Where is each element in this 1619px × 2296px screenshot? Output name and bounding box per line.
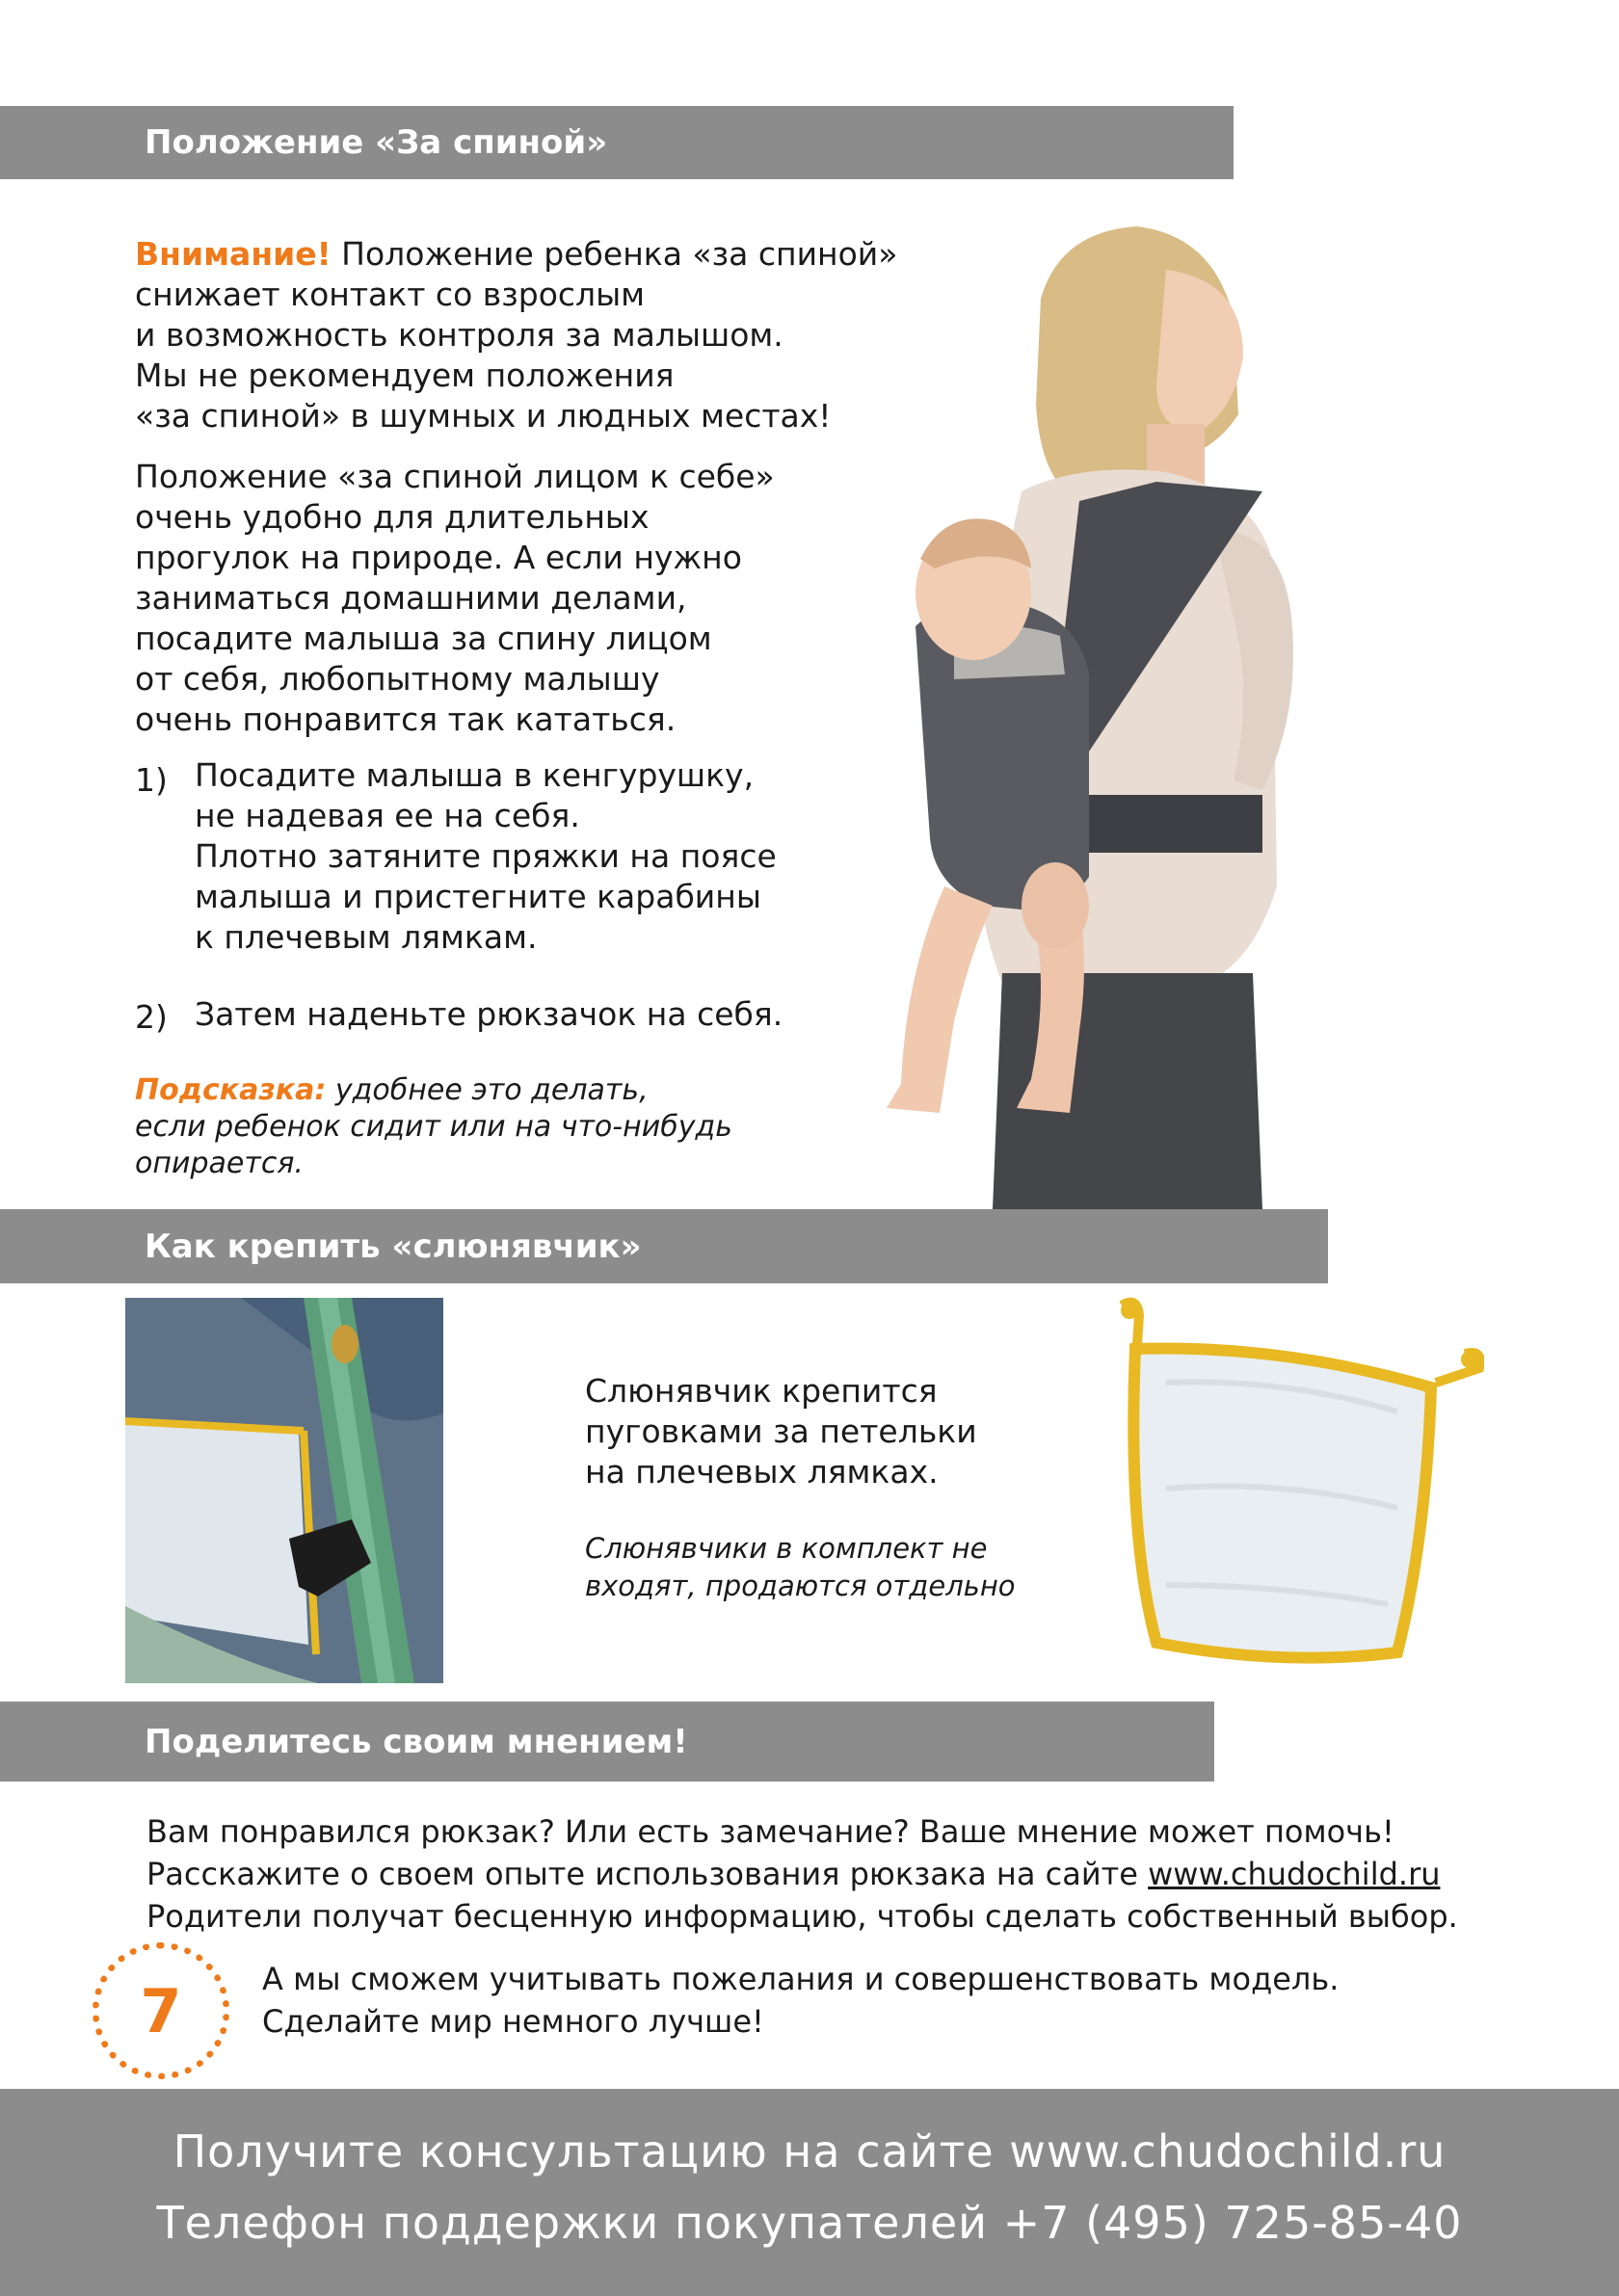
intro-line: очень удобно для длительных — [135, 498, 650, 536]
bib-line: на плечевых лямках. — [585, 1453, 939, 1491]
tip-paragraph — [135, 1072, 732, 1182]
bib-note — [585, 1530, 1016, 1605]
warning-line: «за спиной» в шумных и людных местах! — [135, 397, 832, 435]
footer-banner — [0, 2089, 1619, 2296]
bib-note-line: Слюнявчики в комплект не — [585, 1532, 988, 1565]
warning-label: Внимание! — [135, 235, 332, 273]
warning-line: снижает контакт со взрослым — [135, 276, 646, 313]
feedback-paragraph-2 — [262, 1958, 1339, 2043]
intro-line: от себя, любопытному малышу — [135, 660, 660, 698]
step-number: 2) — [135, 998, 168, 1036]
feedback-line: Вам понравился рюкзак? Или есть замечание? Ваше мнение может помочь! — [146, 1813, 1394, 1850]
section-heading-text: Положение «За спиной» — [145, 123, 608, 162]
step-number: 1) — [135, 761, 168, 799]
intro-line: прогулок на природе. А если нужно — [135, 539, 742, 576]
intro-line: посадите малыша за спину лицом — [135, 620, 712, 657]
page-number — [93, 1942, 229, 2079]
bib-text — [585, 1371, 977, 1492]
step-line: Затем наденьте рюкзачок на себя. — [195, 995, 783, 1033]
feedback-paragraph — [146, 1810, 1458, 1938]
page-number-text: 7 — [140, 1975, 182, 2046]
photo-bib — [1108, 1296, 1484, 1681]
section-heading-back-position — [0, 106, 1234, 179]
section-heading-text: Как крепить «слюнявчик» — [145, 1227, 642, 1266]
section-heading-text: Поделитесь своим мнением! — [145, 1722, 688, 1761]
intro-line: очень понравится так кататься. — [135, 700, 677, 738]
feedback-line: Расскажите о своем опыте использования рюкзака на сайте — [146, 1856, 1149, 1892]
footer-consultation: Получите консультацию на сайте www.chudochild.ru — [173, 2125, 1446, 2177]
step-line: Плотно затяните пряжки на поясе — [195, 837, 777, 875]
section-heading-feedback — [0, 1702, 1214, 1781]
feedback-line: Родители получат бесценную информацию, чтобы сделать собственный выбор. — [146, 1898, 1458, 1935]
feedback-line: А мы сможем учитывать пожелания и совершенствовать модель. — [262, 1961, 1340, 1997]
intro-line: Положение «за спиной лицом к себе» — [135, 458, 775, 495]
step-line: к плечевым лямкам. — [195, 918, 538, 956]
tip-line: опирается. — [135, 1147, 304, 1180]
step-line: малыша и пристегните карабины — [195, 878, 761, 915]
bib-line: пуговками за петельки — [585, 1412, 977, 1450]
warning-line: и возможность контроля за малышом. — [135, 316, 783, 354]
intro-line: заниматься домашними делами, — [135, 579, 687, 617]
section-heading-bib — [0, 1209, 1328, 1283]
step-text — [195, 755, 777, 958]
bib-note-line: входят, продаются отдельно — [585, 1570, 1016, 1602]
photo-back-carry — [848, 212, 1330, 1209]
photo-bib-clip-closeup — [125, 1298, 443, 1683]
footer-phone: Телефон поддержки покупателей +7 (495) 725-85-40 — [156, 2197, 1463, 2249]
step-text — [195, 994, 783, 1035]
step-line: не надевая ее на себя. — [195, 797, 580, 834]
website-link[interactable]: www.chudochild.ru — [1148, 1856, 1441, 1892]
warning-line: Положение ребенка «за спиной» — [331, 235, 898, 273]
feedback-line: Сделайте мир немного лучше! — [262, 2003, 764, 2040]
tip-label: Подсказка: — [135, 1073, 327, 1107]
step-line: Посадите малыша в кенгурушку, — [195, 756, 755, 794]
warning-paragraph — [135, 234, 897, 436]
bib-line: Слюнявчик крепится — [585, 1372, 938, 1410]
tip-line: если ребенок сидит или на что-нибудь — [135, 1110, 732, 1144]
tip-line: удобнее это делать, — [326, 1073, 649, 1107]
intro-paragraph — [135, 457, 775, 740]
warning-line: Мы не рекомендуем положения — [135, 356, 675, 394]
